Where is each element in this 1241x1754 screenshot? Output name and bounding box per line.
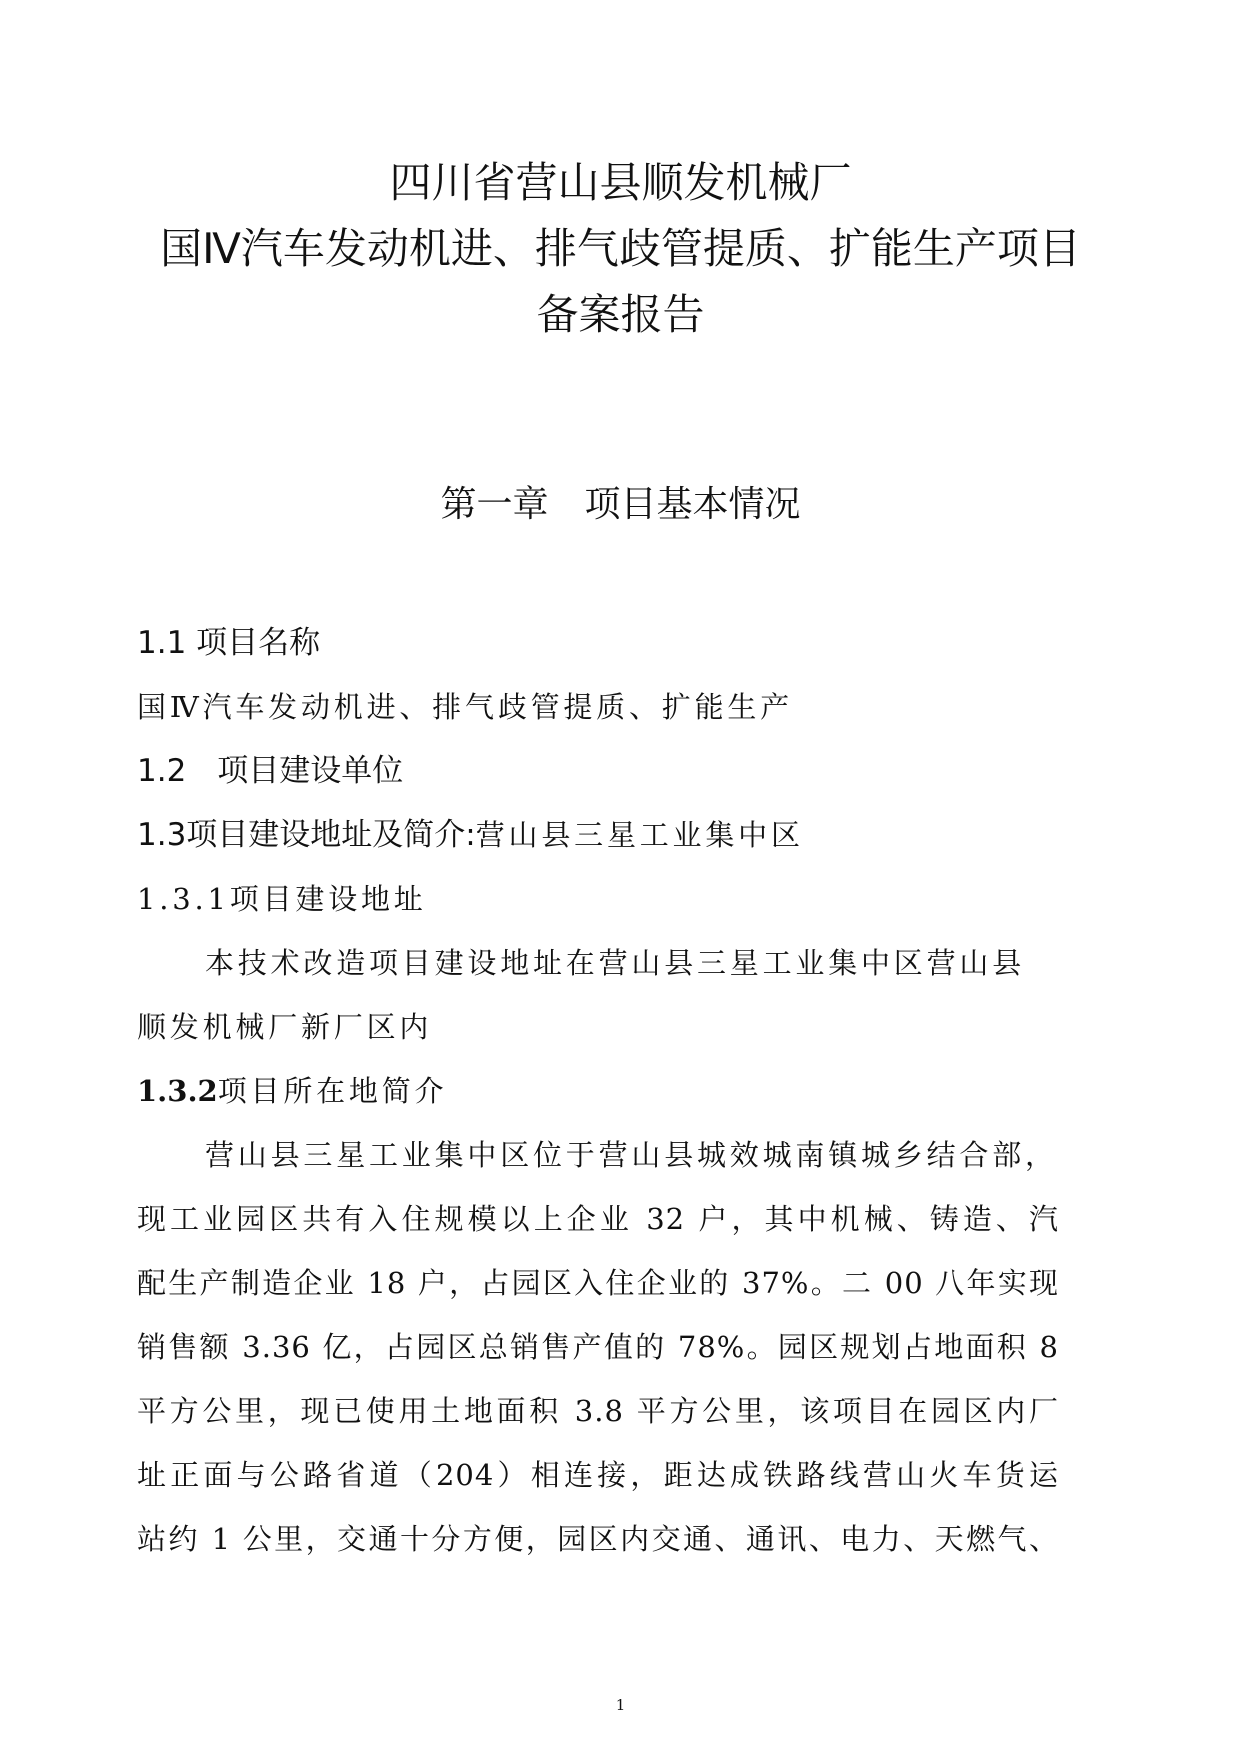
section-1-3-2-heading-line bbox=[137, 1059, 1059, 1123]
section-1-3-2-number: 1.3.2 bbox=[137, 1074, 218, 1108]
page-number: 1 bbox=[615, 1696, 626, 1714]
section-1-3-1-paragraph-line: 本技术改造项目建设地址在营山县三星工业集中区营山县 bbox=[205, 946, 1026, 980]
title-line-2: 国Ⅳ汽车发动机进、排气歧管提质、扩能生产项目 bbox=[160, 224, 1081, 273]
chapter-heading: 第一章 项目基本情况 bbox=[440, 484, 801, 525]
document-body bbox=[137, 611, 1059, 1571]
section-1-3-1-paragraph-line: 顺发机械厂新厂区内 bbox=[137, 1010, 433, 1044]
document-title bbox=[0, 150, 1241, 348]
section-1-3-1-heading: 1.3.1项目建设地址 bbox=[137, 882, 427, 916]
section-1-3-2-paragraph-line: 销售额 3.36 亿，占园区总销售产值的 78%。园区规划占地面积 8 bbox=[137, 1330, 1059, 1364]
section-1-3-2-paragraph-line: 营山县三星工业集中区位于营山县城效城南镇城乡结合部， bbox=[205, 1138, 1058, 1172]
section-1-3-2-paragraph-line: 现工业园区共有入住规模以上企业 32 户，其中机械、铸造、汽 bbox=[137, 1202, 1059, 1236]
section-1-3-2-paragraph-line: 配生产制造企业 18 户，占园区入住企业的 37%。二 00 八年实现 bbox=[137, 1266, 1059, 1300]
section-1-3-2-title: 项目所在地简介 bbox=[217, 1074, 448, 1108]
section-1-3-line bbox=[137, 803, 1059, 867]
section-1-3-2-paragraph-line: 址正面与公路省道（204）相连接，距达成铁路线营山火车货运 bbox=[137, 1458, 1059, 1492]
section-1-1-heading: 1.1 项目名称 bbox=[137, 625, 321, 661]
title-line-1: 四川省营山县顺发机械厂 bbox=[389, 158, 852, 207]
section-1-3-text: 营山县三星工业集中区 bbox=[475, 818, 804, 852]
section-1-3-2-paragraph-line: 平方公里，现已使用土地面积 3.8 平方公里，该项目在园区内厂 bbox=[137, 1394, 1059, 1428]
section-1-3-heading: 1.3项目建设地址及简介: bbox=[137, 817, 476, 853]
section-1-1-text: 国Ⅳ汽车发动机进、排气歧管提质、扩能生产 bbox=[137, 690, 793, 724]
section-1-2-heading: 1.2 项目建设单位 bbox=[137, 753, 404, 789]
section-1-3-2-paragraph-line: 站约 1 公里，交通十分方便，园区内交通、通讯、电力、天燃气、 bbox=[137, 1522, 1059, 1556]
title-line-3: 备案报告 bbox=[536, 290, 705, 339]
